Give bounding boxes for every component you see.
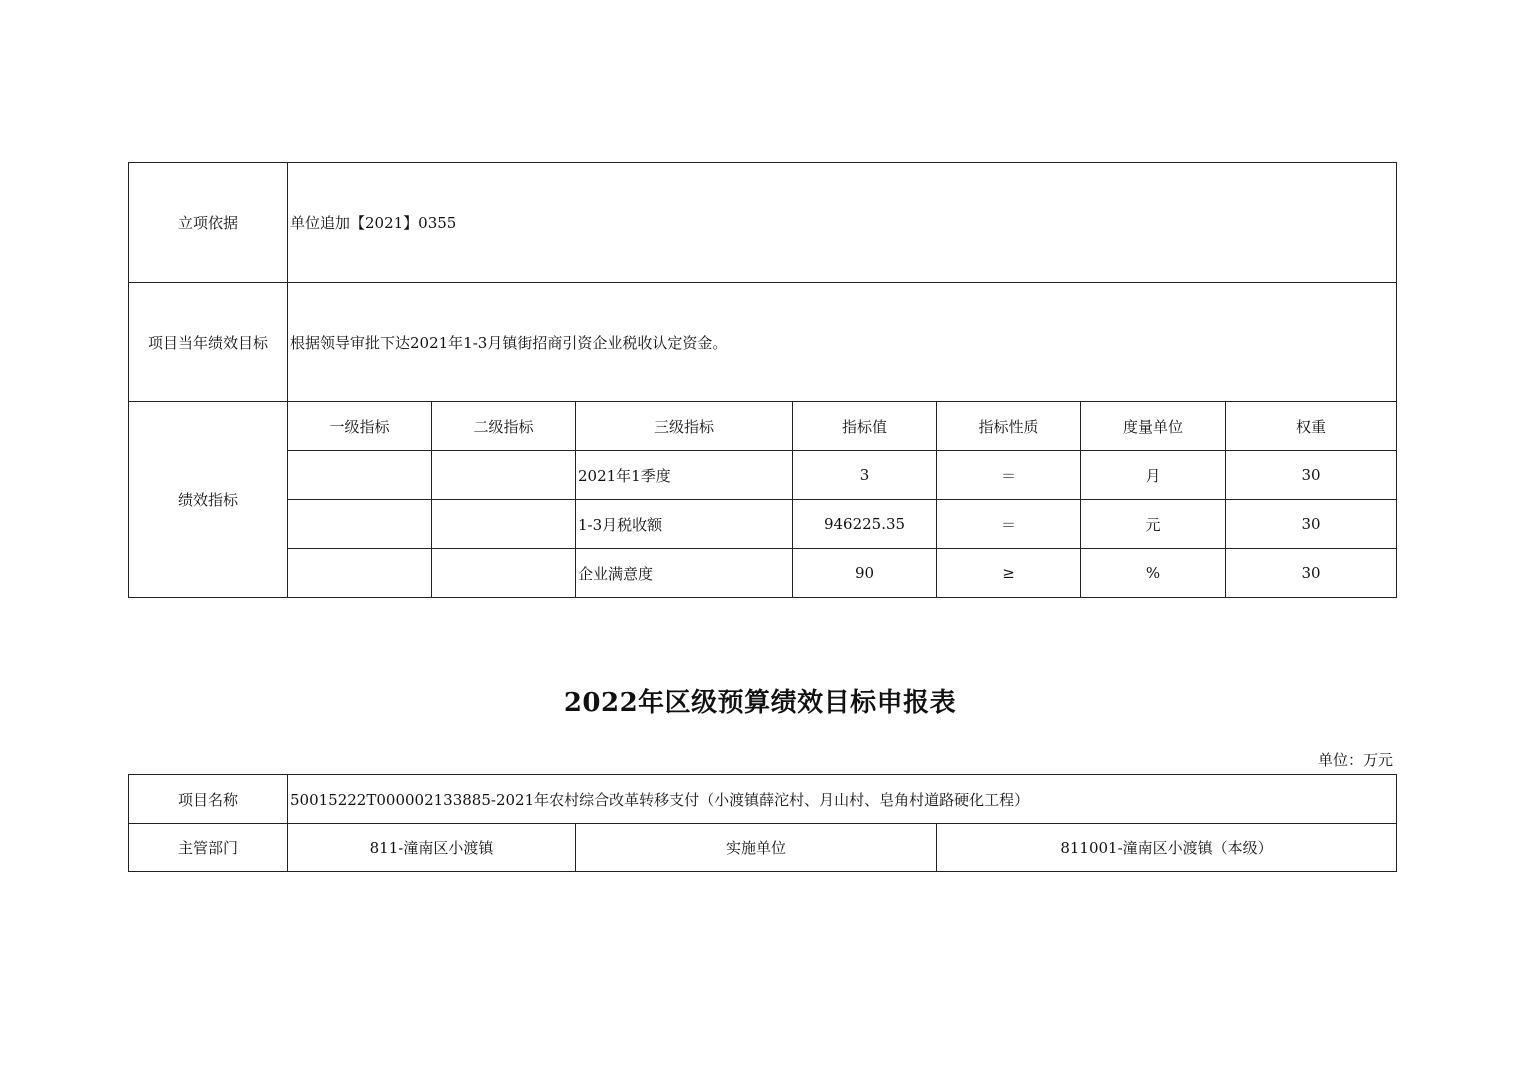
- table-row: [129, 500, 1397, 549]
- level3-cell: 企业满意度: [576, 549, 793, 598]
- level1-cell: [288, 549, 432, 598]
- value-cell: 90: [793, 549, 937, 598]
- indicators-label: 绩效指标: [129, 402, 288, 598]
- value-cell: 3: [793, 451, 937, 500]
- weight-cell: 30: [1226, 451, 1397, 500]
- header-cell: 权重: [1226, 402, 1397, 451]
- dept-label: 主管部门: [129, 824, 288, 872]
- level3-cell: 2021年1季度: [576, 451, 793, 500]
- level1-cell: [288, 500, 432, 549]
- header-cell: 一级指标: [288, 402, 432, 451]
- weight-cell: 30: [1226, 549, 1397, 598]
- impl-label: 实施单位: [576, 824, 937, 872]
- header-cell: 度量单位: [1081, 402, 1226, 451]
- level3-cell: 1-3月税收额: [576, 500, 793, 549]
- goal-value: 根据领导审批下达2021年1-3月镇街招商引资企业税收认定资金。: [288, 283, 1397, 402]
- impl-value: 811001-潼南区小渡镇（本级）: [937, 824, 1397, 872]
- goal-label: 项目当年绩效目标: [129, 283, 288, 402]
- value-cell: 946225.35: [793, 500, 937, 549]
- nature-cell: ＝: [937, 451, 1081, 500]
- header-cell: 指标性质: [937, 402, 1081, 451]
- page-title: 2022年区级预算绩效目标申报表: [563, 688, 957, 718]
- unit-label: 单位：万元: [1317, 751, 1393, 769]
- weight-cell: 30: [1226, 500, 1397, 549]
- level2-cell: [432, 549, 576, 598]
- unit-cell: 月: [1081, 451, 1226, 500]
- project-name-label: 项目名称: [129, 775, 288, 824]
- level1-cell: [288, 451, 432, 500]
- header-cell: 三级指标: [576, 402, 793, 451]
- nature-cell: ＝: [937, 500, 1081, 549]
- dept-value: 811-潼南区小渡镇: [288, 824, 576, 872]
- project-name-value: 50015222T000002133885-2021年农村综合改革转移支付（小渡镇薛沱村、月山村、皂角村道路硬化工程）: [288, 775, 1397, 824]
- table-row: [129, 451, 1397, 500]
- header-cell: 二级指标: [432, 402, 576, 451]
- basis-value: 单位追加【2021】0355: [288, 163, 1397, 283]
- nature-cell: ≥: [937, 549, 1081, 598]
- project-info-table: [128, 774, 1397, 872]
- unit-cell: 元: [1081, 500, 1226, 549]
- level2-cell: [432, 451, 576, 500]
- header-cell: 指标值: [793, 402, 937, 451]
- performance-table: [128, 162, 1397, 598]
- basis-label: 立项依据: [129, 163, 288, 283]
- level2-cell: [432, 500, 576, 549]
- table-row: [129, 549, 1397, 598]
- unit-cell: %: [1081, 549, 1226, 598]
